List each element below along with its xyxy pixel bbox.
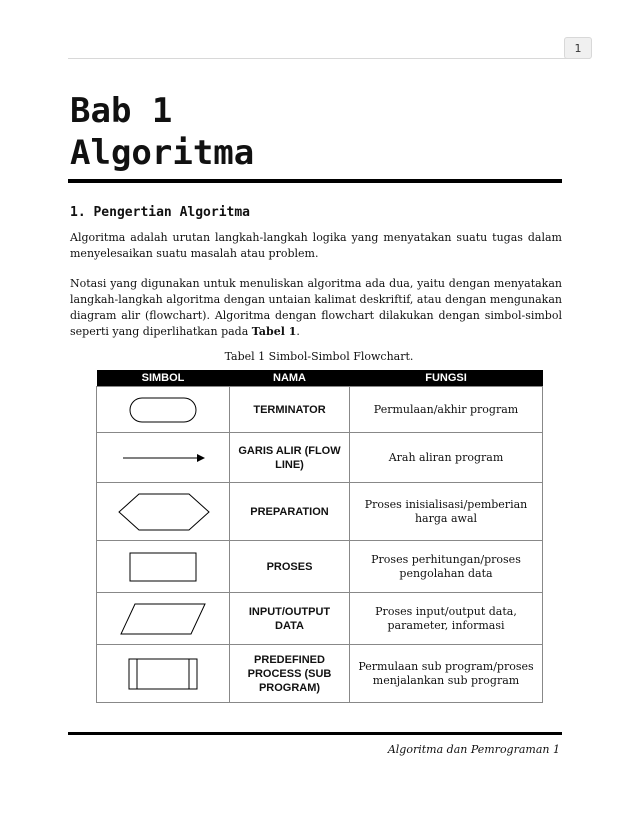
nama-cell: PREDEFINED PROCESS (SUB PROGRAM) (230, 645, 350, 703)
table-caption: Tabel 1 Simbol-Simbol Flowchart. (224, 350, 414, 363)
paragraph-definition: Algoritma adalah urutan langkah-langkah logika yang menyatakan suatu tugas dalam menyelesaikan suatu masalah atau problem. (70, 231, 562, 260)
symbol-cell (97, 433, 230, 483)
nama-cell: PROSES (230, 541, 350, 593)
fungsi-cell: Proses perhitungan/proses pengolahan data (350, 541, 543, 593)
terminator-icon (118, 395, 208, 425)
flow-line-icon (113, 448, 213, 468)
chapter-name: Algoritma (70, 133, 255, 173)
header-fungsi: FUNGSI (350, 370, 543, 387)
chapter-title (70, 90, 254, 174)
predefined-process-icon (123, 655, 203, 693)
table-row (97, 483, 543, 541)
table-header-row (97, 370, 543, 387)
footer-text: Algoritma dan Pemrograman 1 (387, 743, 560, 756)
fungsi-cell: Permulaan/akhir program (350, 387, 543, 433)
fungsi-cell: Permulaan sub program/proses menjalankan sub program (350, 645, 543, 703)
symbol-cell (97, 387, 230, 433)
nama-cell: INPUT/OUTPUT DATA (230, 593, 350, 645)
table-row (97, 387, 543, 433)
section-heading: 1. Pengertian Algoritma (70, 205, 251, 220)
process-icon (123, 549, 203, 585)
fungsi-cell: Proses inisialisasi/pemberian harga awal (350, 483, 543, 541)
fungsi-cell: Proses input/output data, parameter, informasi (350, 593, 543, 645)
symbol-cell (97, 593, 230, 645)
symbol-cell (97, 483, 230, 541)
chapter-number: Bab 1 (70, 91, 173, 131)
table-row (97, 645, 543, 703)
header-rule (68, 58, 590, 59)
symbol-cell (97, 541, 230, 593)
title-rule (68, 179, 562, 183)
paragraph-notation (70, 276, 562, 340)
nama-cell: GARIS ALIR (FLOW LINE) (230, 433, 350, 483)
nama-cell: TERMINATOR (230, 387, 350, 433)
table-reference: Tabel 1 (251, 325, 297, 338)
paragraph-notation-end: . (296, 325, 300, 338)
header-nama: NAMA (230, 370, 350, 387)
symbol-cell (97, 645, 230, 703)
table-row (97, 593, 543, 645)
input-output-icon (115, 600, 211, 638)
header-simbol: SIMBOL (97, 370, 230, 387)
table-row (97, 433, 543, 483)
paragraph-notation-text: Notasi yang digunakan untuk menuliskan algoritma ada dua, yaitu dengan menyatakan langkah-langkah algoritma dengan untaian kalimat deskriftif, atau dengan mengunakan diagram alir (flowchart). Algoritma dengan flowchart dilakukan dengan simbol-simbol seperti yang diperlihatkan pada (70, 277, 562, 338)
nama-cell: PREPARATION (230, 483, 350, 541)
fungsi-cell: Arah aliran program (350, 433, 543, 483)
table-row (97, 541, 543, 593)
footer-rule (68, 732, 562, 735)
flowchart-symbol-table (96, 370, 543, 703)
page-number-badge: 1 (564, 37, 592, 59)
preparation-icon (113, 490, 213, 534)
